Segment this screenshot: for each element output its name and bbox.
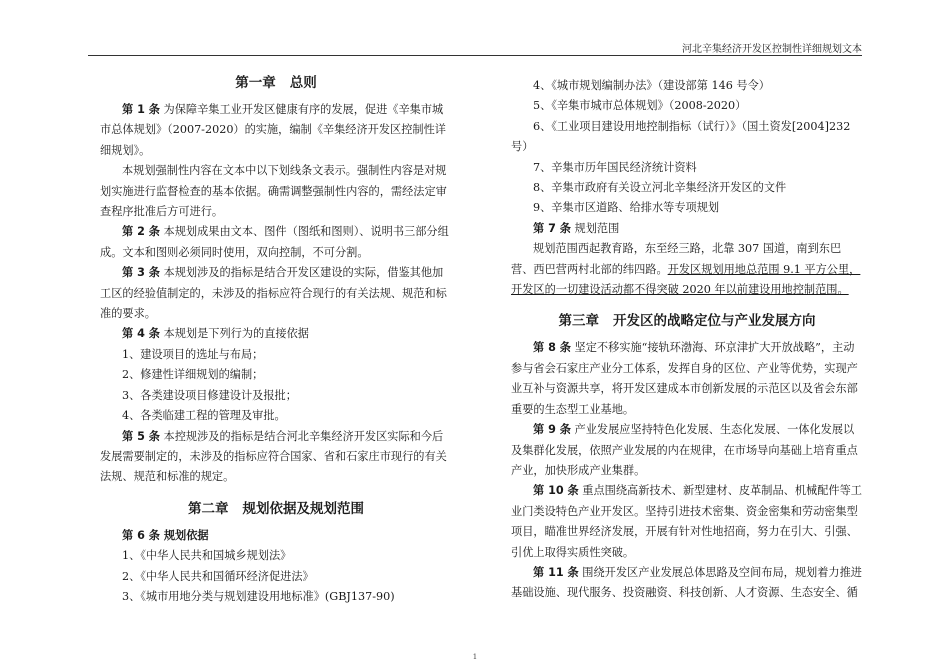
article-text: 为保障辛集工业开发区健康有序的发展，促进《辛集市城市总体规划》（2007-2020）的实施，编制《辛集经济开发区控制性详细规划》。	[100, 103, 446, 157]
list-item: 1、《中华人民共和国城乡规划法》	[122, 549, 292, 563]
chapter-title: 规划依据及规划范围	[242, 500, 364, 517]
left-column	[100, 64, 452, 607]
article-10	[511, 481, 863, 563]
article-1	[100, 100, 452, 161]
article-text: 本控规涉及的指标是结合河北辛集经济开发区实际和今后发展需要制定的，未涉及的指标应符合国家、省和石家庄市现行的有关法规、规范和标准的规定。	[100, 429, 447, 484]
chapter-title: 开发区的战略定位与产业发展方向	[613, 313, 816, 330]
list-item: 8、辛集市政府有关设立河北辛集经济开发区的文件	[533, 181, 787, 195]
article-6-heading: 第 6 条 规划依据	[122, 528, 209, 542]
article-3	[100, 263, 452, 324]
article-label: 第 3 条	[122, 266, 160, 280]
chapter-3-heading	[511, 310, 863, 332]
article-text: 规划范围	[574, 221, 620, 235]
article-label: 第 7 条	[533, 221, 571, 235]
list-item: 2、修建性详细规划的编制；	[122, 368, 264, 382]
list-item: 4、《城市规划编制办法》（建设部第 146 号令）	[533, 79, 770, 92]
list-item: 6、《工业项目建设用地控制指标（试行）》（国土资发[2004]232号）	[511, 119, 851, 154]
article-text: 本规划是下列行为的直接依据	[163, 327, 309, 341]
article-text: 本规划成果由文本、图件（图纸和图则）、说明书三部分组成。文本和图则必须同时使用，双向控制，不可分割。	[100, 225, 449, 259]
chapter-1-heading	[100, 72, 452, 94]
article-text: 规划范围西起教育路，东至经三路，北靠 307 国道，南到东巴营、西巴营两村北部的纬四路。	[511, 242, 842, 276]
header-rule	[88, 55, 862, 56]
list-item: 5、《辛集市城市总体规划》（2008-2020）	[533, 99, 747, 113]
article-2	[100, 222, 452, 263]
mandatory-underlined-text: 开发区规划用地总范围 9.1 平方公里，开发区的一切建设活动都不得突破 2020 年以前建设用地控制范围。	[511, 262, 861, 297]
list-item: 4、各类临建工程的管理及审批。	[122, 409, 286, 423]
article-text: 围绕开发区产业发展总体思路及空间布局，规划着力推进基础设施、现代服务、投资融资、科技创新、人才资源、生态安全、循	[511, 565, 862, 600]
article-text: 坚定不移实施“接轨环渤海、环京津扩大开放战略”，主动参与省会石家庄产业分工体系，发挥自身的区位、产业等优势，实现产业互补与资源共享，将开发区建成本市创新发展的示范区以及省会东部重要的生态型工业基地。	[511, 341, 858, 416]
running-header: 河北辛集经济开发区控制性详细规划文本	[682, 44, 862, 55]
list-item: 3、各类建设项目修建设计及报批；	[122, 388, 297, 402]
list-item: 3、《城市用地分类与规划建设用地标准》(GBJ137-90)	[122, 589, 395, 603]
right-column	[511, 76, 863, 604]
chapter-number: 第三章	[558, 313, 599, 330]
article-7	[511, 219, 863, 239]
list-item: 7、辛集市历年国民经济统计资料	[533, 160, 697, 174]
article-label: 第 8 条	[533, 341, 571, 355]
article-7-body	[511, 239, 863, 300]
article-text: 产业发展应坚持特色化发展、生态化发展、一体化发展以及集群化发展，依照产业发展的内在规律，在市场导向基础上培育重点产业，加快形成产业集群。	[511, 423, 858, 477]
chapter-title: 总则	[289, 75, 317, 91]
chapter-2-heading	[100, 498, 452, 520]
mandatory-note: 本规划强制性内容在文本中以下划线条文表示。强制性内容是对规划实施进行监督检查的基本依据。确需调整强制性内容的，需经法定审查程序批准后方可进行。	[100, 164, 447, 219]
article-label: 第 1 条	[122, 103, 160, 116]
list-item: 2、《中华人民共和国循环经济促进法》	[122, 569, 314, 583]
article-8	[511, 338, 863, 420]
article-label: 第 5 条	[122, 429, 160, 443]
chapter-number: 第二章	[188, 500, 229, 517]
article-label: 第 9 条	[533, 423, 571, 437]
article-11	[511, 563, 863, 604]
article-9	[511, 420, 863, 481]
article-label: 第 4 条	[122, 327, 160, 341]
article-text: 重点围绕高新技术、新型建材、皮革制品、机械配件等工业门类设特色产业开发区。坚持引进技术密集、资金密集和劳动密集型项目，瞄准世界经济发展，开展有针对性地招商，努力在引大、引强、引优上取得实质性突破。	[511, 484, 862, 559]
article-4	[100, 324, 452, 344]
page-number: 1	[472, 653, 478, 661]
article-label: 第 11 条	[533, 565, 579, 579]
list-item: 1、建设项目的选址与布局；	[122, 347, 264, 361]
article-text: 本规划涉及的指标是结合开发区建设的实际，借鉴其他加工区的经验值制定的，未涉及的指标应符合现行的有关法规、规范和标准的要求。	[100, 266, 447, 321]
list-item: 9、辛集市区道路、给排水等专项规划	[533, 201, 720, 215]
article-label: 第 2 条	[122, 225, 160, 239]
chapter-number: 第一章	[235, 75, 276, 91]
article-label: 第 10 条	[533, 484, 579, 498]
article-5	[100, 427, 452, 488]
